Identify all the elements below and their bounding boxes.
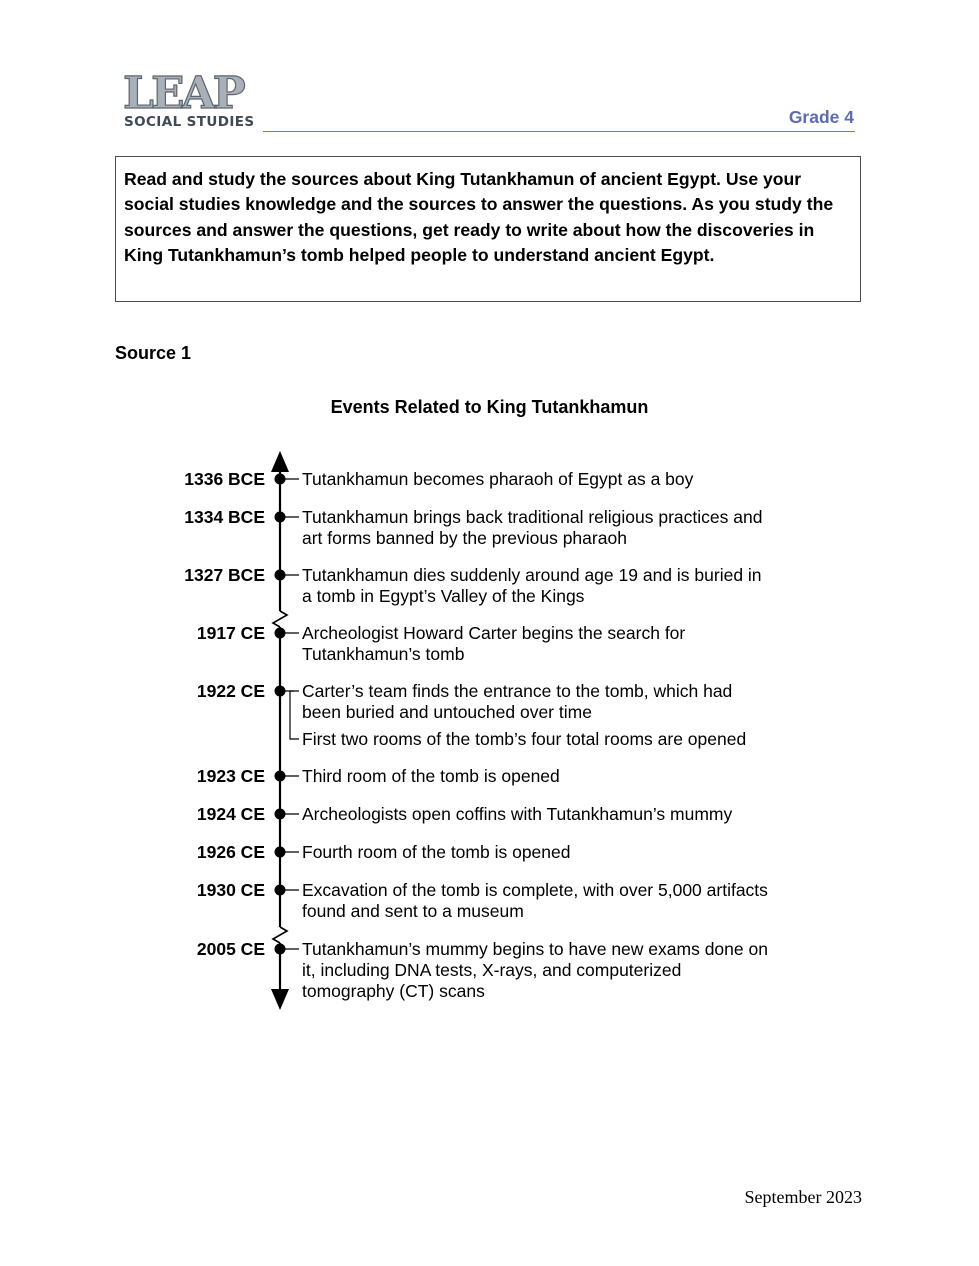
- event-description: First two rooms of the tomb’s four total rooms are opened: [302, 729, 747, 749]
- arrow-up-icon: [271, 451, 289, 472]
- event-description: Carter’s team finds the entrance to the tomb, which had: [302, 681, 733, 701]
- event-description: Tutankhamun’s tomb: [302, 644, 465, 664]
- event-bracket: [290, 691, 299, 739]
- event-date: 1924 CE: [196, 804, 265, 824]
- event-date: 1922 CE: [196, 681, 265, 701]
- event-description: art forms banned by the previous pharaoh: [302, 528, 627, 548]
- event-date: 2005 CE: [196, 939, 265, 959]
- event-description: been buried and untouched over time: [302, 702, 592, 722]
- event-description: Fourth room of the tomb is opened: [302, 842, 571, 862]
- event-description: it, including DNA tests, X-rays, and computerized: [302, 960, 682, 980]
- event-date: 1923 CE: [196, 766, 265, 786]
- event-date: 1926 CE: [196, 842, 265, 862]
- axis-break-symbol: [273, 611, 287, 627]
- event-date: 1917 CE: [196, 623, 265, 643]
- event-description: Tutankhamun brings back traditional religious practices and: [302, 507, 763, 527]
- event-date: 1336 BCE: [184, 469, 265, 489]
- event-description: a tomb in Egypt’s Valley of the Kings: [302, 586, 585, 606]
- chart-title: Events Related to King Tutankhamun: [330, 397, 649, 417]
- event-description: Excavation of the tomb is complete, with over 5,000 artifacts: [302, 880, 768, 900]
- instructions-text: Read and study the sources about King Tutankhamun of ancient Egypt. Use your social studies knowledge and the sources to answer the questions. As you study the sources and answer the questions, get ready to write about how the discoveries in King Tutankhamun’s tomb helped people to understand ancient Egypt.: [124, 169, 834, 266]
- event-date: 1930 CE: [196, 880, 265, 900]
- axis-break-symbol: [273, 927, 287, 943]
- footer-date: September 2023: [744, 1187, 862, 1207]
- event-description: Tutankhamun dies suddenly around age 19 and is buried in: [302, 565, 762, 585]
- event-description: Tutankhamun’s mummy begins to have new exams done on: [302, 939, 768, 959]
- event-description: Archeologist Howard Carter begins the search for: [302, 623, 686, 643]
- logo-subtitle: SOCIAL STUDIES: [124, 114, 255, 130]
- event-description: Archeologists open coffins with Tutankhamun’s mummy: [302, 804, 733, 824]
- event-description: tomography (CT) scans: [302, 981, 485, 1001]
- event-date: 1334 BCE: [184, 507, 265, 527]
- event-description: Tutankhamun becomes pharaoh of Egypt as a boy: [302, 469, 694, 489]
- arrow-down-icon: [271, 989, 289, 1010]
- source-label: Source 1: [115, 343, 192, 363]
- event-description: found and sent to a museum: [302, 901, 524, 921]
- event-description: Third room of the tomb is opened: [302, 766, 560, 786]
- logo-word: LEAP: [123, 68, 243, 119]
- event-date: 1327 BCE: [184, 565, 265, 585]
- grade-label: Grade 4: [788, 107, 854, 127]
